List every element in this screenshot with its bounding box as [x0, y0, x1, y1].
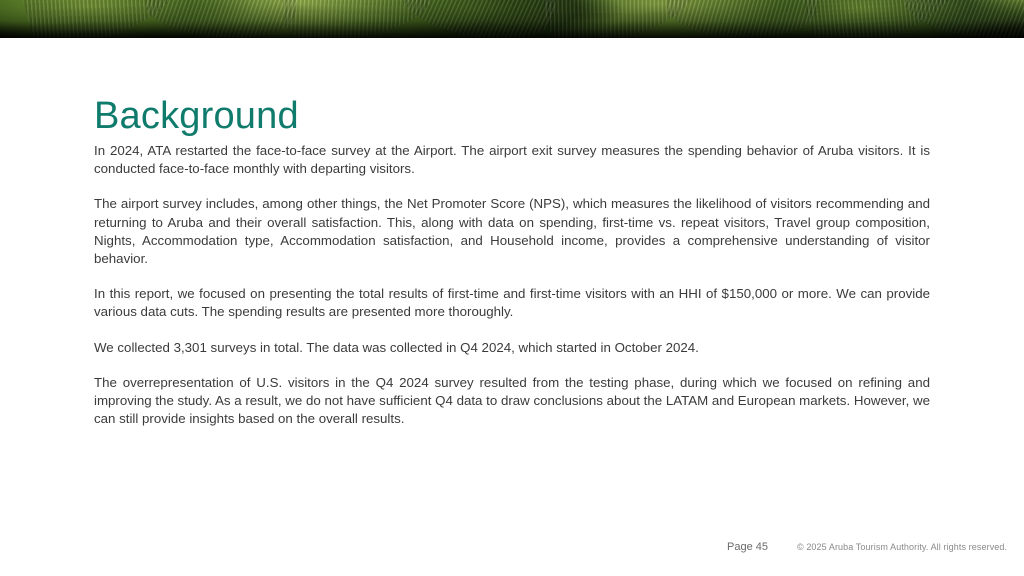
paragraph-2: The airport survey includes, among other things, the Net Promoter Score (NPS), which measures the likelihood of visitors recommending and returning to Aruba and their overall satisfaction. This, along with data on spending, first-time vs. repeat visitors, Travel group composition, Nights, Accommodation type, Accommodation satisfaction, and Household income, provides a comprehensive understanding of visitor behavior.: [94, 196, 930, 267]
copyright-notice: © 2025 Aruba Tourism Authority. All rights reserved.: [797, 542, 1008, 552]
palm-leaves-banner-image: [0, 0, 1024, 38]
paragraph-5: The overrepresentation of U.S. visitors in the Q4 2024 survey resulted from the testing phase, during which we focused on refining and improving the study. As a result, we do not have sufficient Q4 data to draw conclusions about the LATAM and European markets. However, we can still provide insights based on the overall results.: [94, 374, 930, 427]
paragraph-3: In this report, we focused on presenting the total results of first-time and first-time visitors with an HHI of $150,000 or more. We can provide various data cuts. The spending results are presented more thoroughly.: [94, 286, 930, 320]
banner-shadow-overlay: [0, 0, 1024, 38]
paragraph-4: We collected 3,301 surveys in total. The data was collected in Q4 2024, which started in October 2024.: [94, 339, 699, 355]
page-number: Page 45: [727, 541, 768, 553]
body-content: [94, 142, 930, 428]
paragraph-1: In 2024, ATA restarted the face-to-face survey at the Airport. The airport exit survey measures the spending behavior of Aruba visitors. It is conducted face-to-face monthly with departing visitors.: [94, 143, 930, 177]
page-title: Background: [94, 95, 299, 138]
